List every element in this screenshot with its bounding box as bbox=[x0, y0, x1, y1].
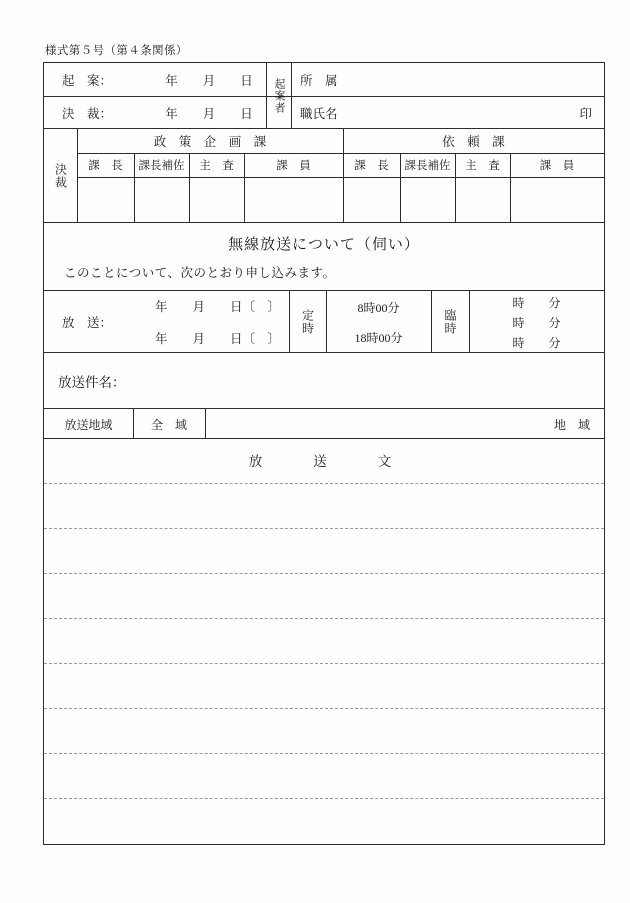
stamp-box-b-kacho[interactable] bbox=[343, 177, 400, 223]
drafter-side-label: 起案者 bbox=[273, 78, 285, 114]
title-section bbox=[44, 223, 604, 291]
broadcast-date-1[interactable]: 年 月 日〔 〕 bbox=[154, 300, 280, 314]
special-time-2[interactable]: 時 分 bbox=[512, 315, 561, 330]
broadcast-label: 放 送： bbox=[62, 316, 113, 330]
kessai-side-label: 決裁 bbox=[53, 163, 68, 189]
broadcast-text-input[interactable] bbox=[44, 483, 604, 846]
regular-time-evening[interactable]: 18時00分 bbox=[354, 330, 403, 345]
header-table bbox=[44, 63, 604, 129]
stamp-box-a-shusa[interactable] bbox=[189, 177, 244, 223]
col-head-b-kain: 課 員 bbox=[539, 160, 575, 172]
area-unit-label: 地 域 bbox=[553, 417, 590, 432]
special-time-3[interactable]: 時 分 bbox=[512, 335, 561, 350]
broadcast-area-row bbox=[44, 409, 604, 439]
col-head-b-hosa: 課長補佐 bbox=[404, 160, 451, 172]
stamp-box-b-hosa[interactable] bbox=[400, 177, 455, 223]
broadcast-text-header: 放 送 文 bbox=[248, 454, 400, 469]
broadcast-text-section bbox=[44, 439, 604, 846]
col-head-b-shusa: 主 査 bbox=[465, 160, 500, 172]
form-outer-frame bbox=[43, 62, 605, 845]
broadcast-date-2[interactable]: 年 月 日〔 〕 bbox=[154, 332, 280, 346]
stamp-box-b-kain[interactable] bbox=[510, 177, 604, 223]
col-head-a-hosa: 課長補佐 bbox=[138, 160, 185, 172]
group-name-irai: 依 頼 課 bbox=[442, 135, 505, 149]
col-head-a-kacho: 課 長 bbox=[88, 160, 123, 172]
name-label: 職氏名 bbox=[300, 106, 338, 121]
affiliation-label: 所 属 bbox=[300, 73, 338, 88]
broadcast-datetime-row bbox=[44, 291, 604, 353]
approval-label: 決 裁： bbox=[62, 106, 113, 121]
group-name-seisaku: 政 策 企 画 課 bbox=[153, 135, 267, 149]
approval-table bbox=[44, 129, 604, 223]
subject-label: 放送件名： bbox=[58, 375, 126, 390]
stamp-box-a-kacho[interactable] bbox=[77, 177, 134, 223]
stamp-box-b-shusa[interactable] bbox=[455, 177, 510, 223]
area-all-option[interactable]: 全 域 bbox=[150, 417, 187, 432]
approval-date-field[interactable]: 年 月 日 bbox=[165, 106, 253, 121]
broadcast-subject-row[interactable] bbox=[44, 353, 604, 409]
divider-drafter-right bbox=[291, 63, 292, 129]
col-head-a-kain: 課 員 bbox=[276, 160, 311, 172]
col-head-b-kacho: 課 長 bbox=[354, 160, 389, 172]
regular-time-morning[interactable]: 8時00分 bbox=[357, 300, 400, 315]
area-label: 放送地域 bbox=[64, 417, 113, 432]
stamp-box-a-hosa[interactable] bbox=[134, 177, 189, 223]
stamp-box-a-kain[interactable] bbox=[244, 177, 343, 223]
special-label: 臨時 bbox=[443, 309, 457, 335]
draft-label: 起 案： bbox=[62, 73, 113, 88]
draft-date-field[interactable]: 年 月 日 bbox=[165, 73, 253, 88]
page-subtitle: このことについて、次のとおり申し込みます。 bbox=[64, 266, 336, 280]
page-title: 無線放送について（伺い） bbox=[228, 237, 420, 253]
col-head-a-shusa: 主 査 bbox=[199, 160, 234, 172]
regular-label: 定時 bbox=[300, 309, 315, 335]
special-time-1[interactable]: 時 分 bbox=[512, 295, 561, 310]
seal-label: 印 bbox=[579, 106, 592, 121]
form-number: 様式第５号（第４条関係） bbox=[45, 45, 188, 57]
